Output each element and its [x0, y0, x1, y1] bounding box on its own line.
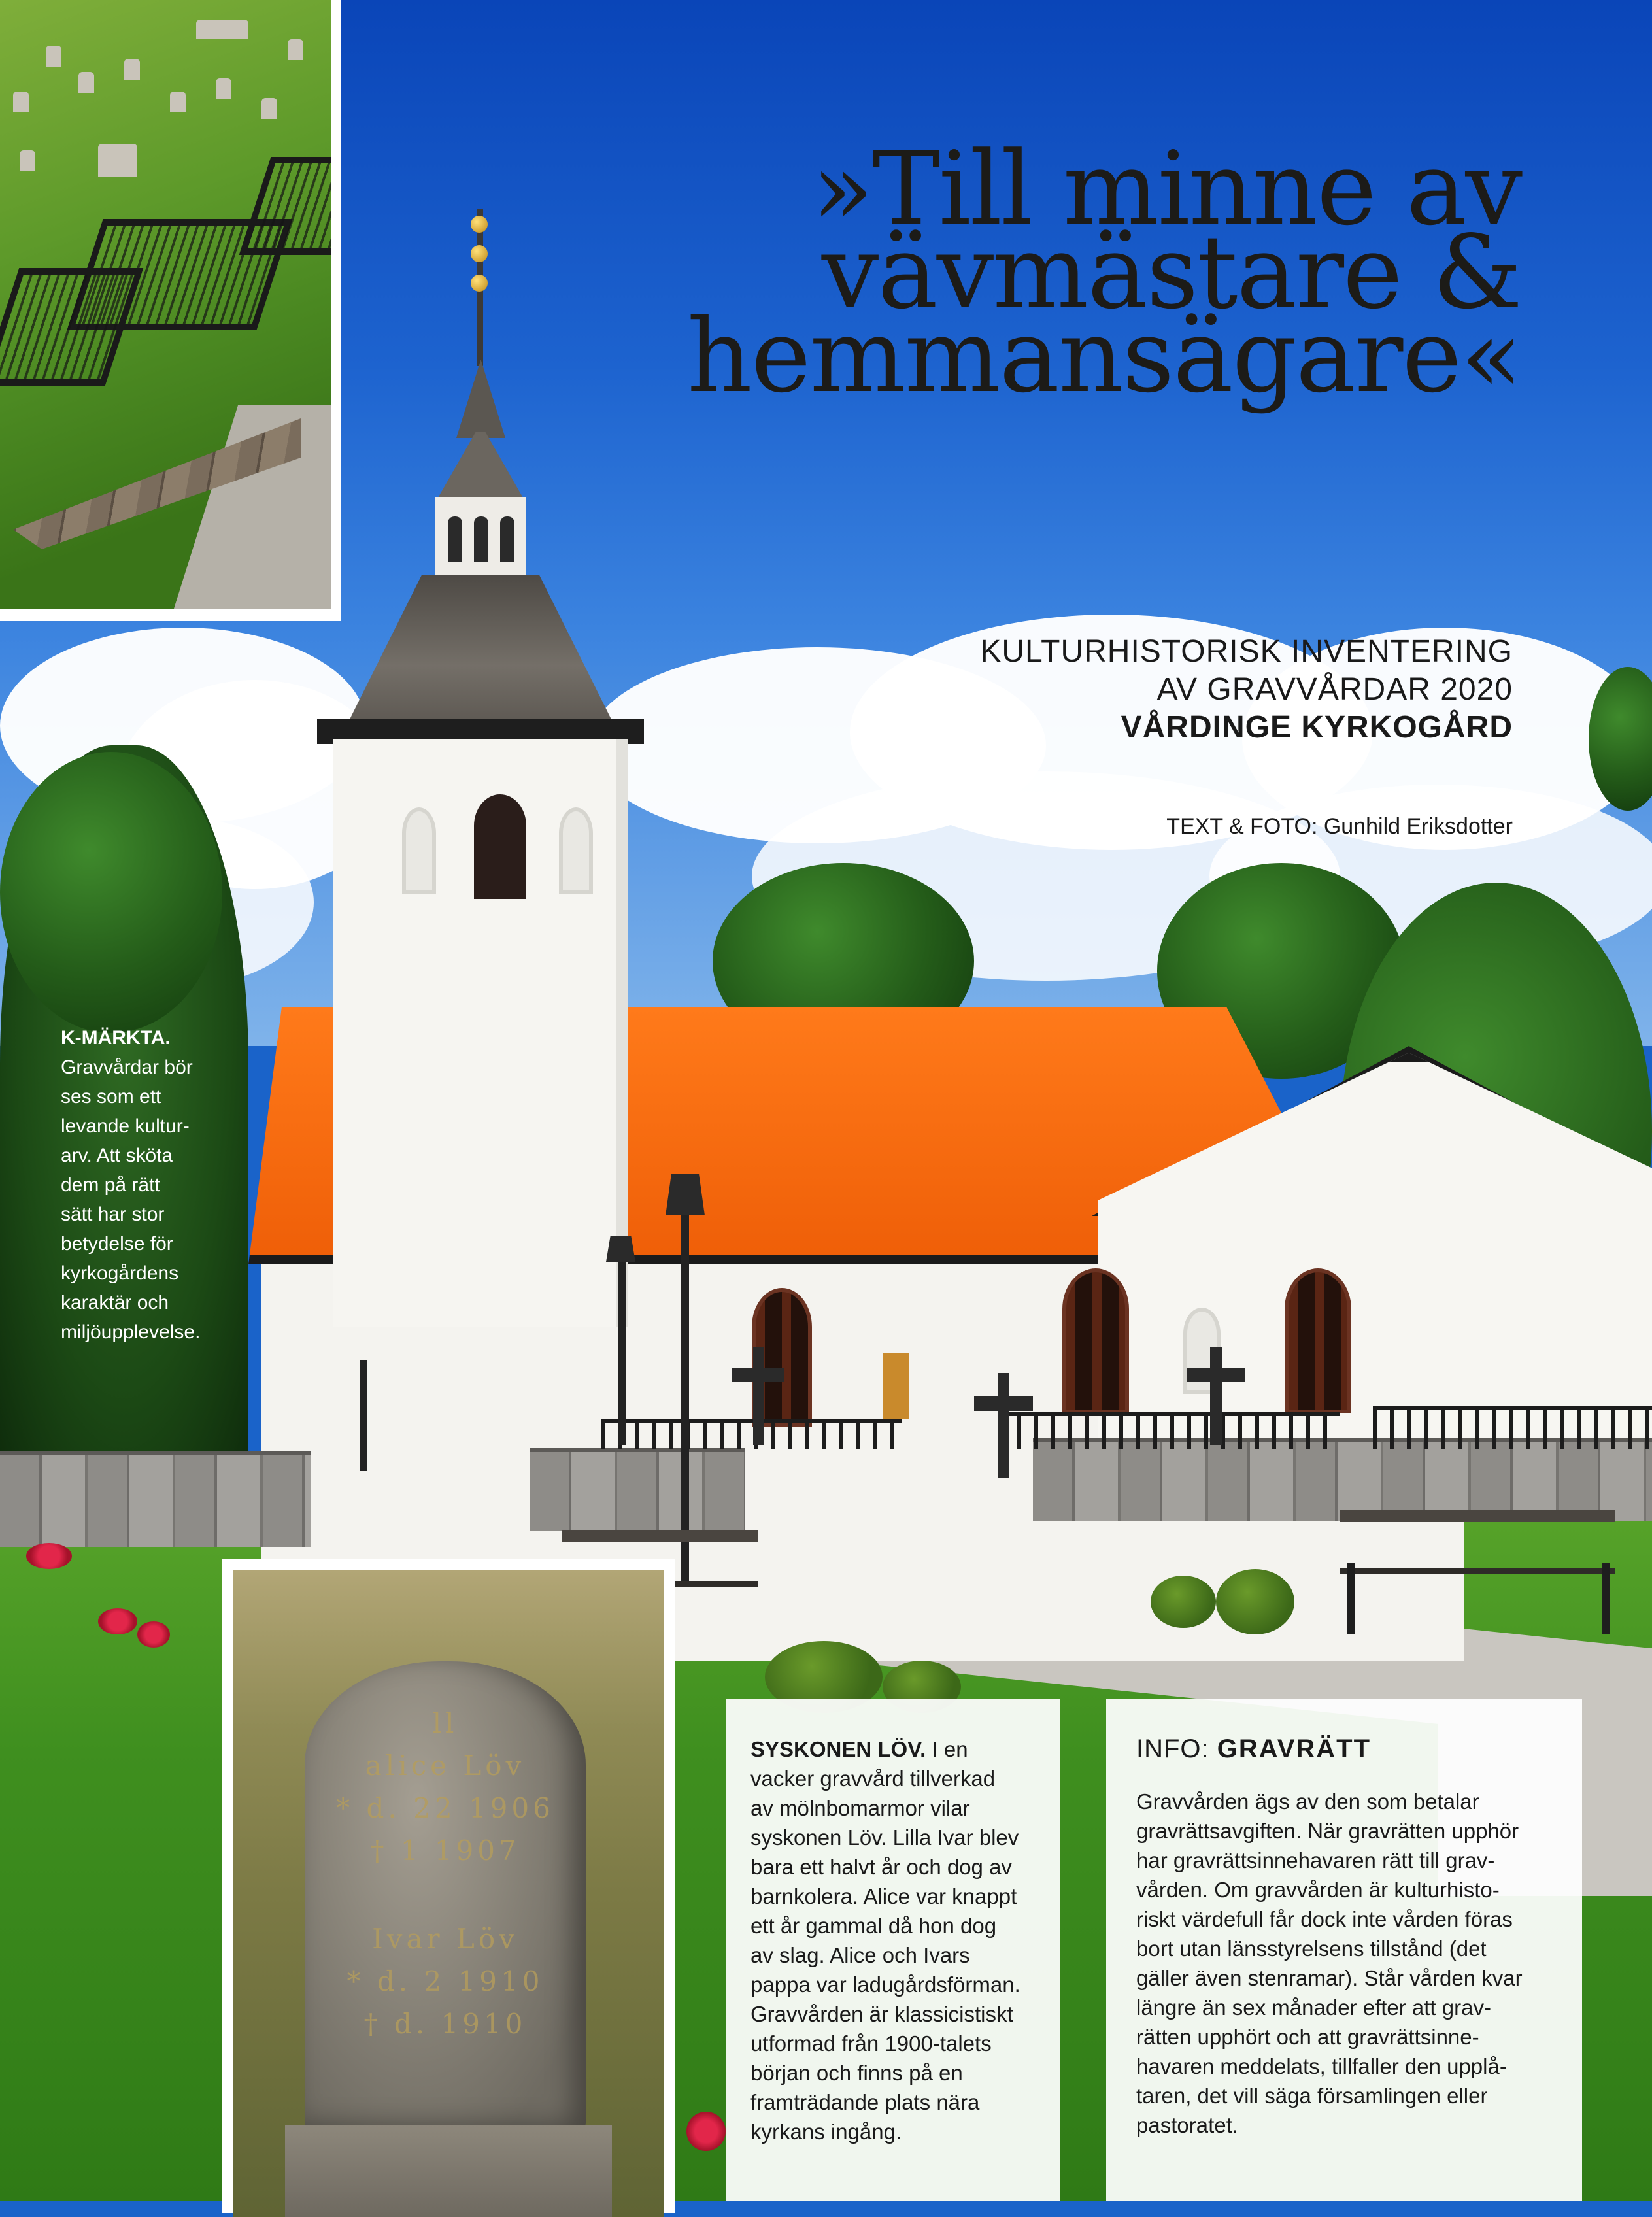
headline-line: vävmästare & [821, 213, 1521, 331]
flowers [686, 2112, 726, 2151]
caption-line: I en [926, 1737, 968, 1761]
stone-wall [0, 1451, 311, 1547]
tombstone-inscription: ll [432, 1707, 458, 1739]
caption-line: levande kultur- [61, 1115, 190, 1137]
lantern-window [448, 516, 462, 562]
gravestone [261, 98, 277, 119]
inset-photo-image [0, 0, 331, 609]
info-line: taren, det vill säga församlingen eller [1136, 2084, 1488, 2108]
info-line: Gravvården ägs av den som betalar [1136, 1789, 1479, 1814]
iron-fence [1373, 1406, 1652, 1449]
stone-wall [530, 1448, 745, 1531]
caption-line: Gravvårdar bör [61, 1057, 193, 1078]
info-line: vården. Om gravvården är kulturhisto- [1136, 1878, 1500, 1902]
lamp-post [360, 1360, 367, 1471]
tombstone-inscription: † 1 1907 [370, 1835, 520, 1867]
caption-line: vacker gravvård tillverkad [750, 1767, 996, 1791]
caption-line: sätt har stor [61, 1204, 165, 1225]
tombstone [305, 1661, 586, 2132]
caption-line: ses som ett [61, 1086, 161, 1108]
headline [606, 129, 1521, 415]
info-box-title: GRAVRÄTT [1217, 1735, 1372, 1763]
info-box-label: INFO: [1136, 1735, 1217, 1763]
caption-line: dem på rätt [61, 1174, 160, 1196]
church-window [1062, 1268, 1129, 1413]
grave-cross [732, 1347, 784, 1445]
info-line: bort utan länsstyrelsens tillstånd (det [1136, 1937, 1487, 1961]
headline-line: »Till minne av [811, 129, 1521, 248]
caption-line: kyrkogårdens [61, 1262, 179, 1284]
tree [0, 752, 222, 1033]
tombstone-base [285, 2125, 612, 2217]
spire-ornament [471, 216, 488, 233]
caption-line: av mölnbomarmor vilar [750, 1796, 970, 1820]
shrub [1216, 1569, 1294, 1634]
caption-line: ett år gammal då hon dog [750, 1914, 997, 1938]
gravestone [288, 39, 303, 60]
gravestone [170, 92, 186, 112]
shrub [1151, 1576, 1216, 1628]
caption-line: av slag. Alice och Ivars [750, 1943, 970, 1967]
tombstone-inscription: alice Löv [365, 1750, 526, 1782]
caption-line: Gravvården är klassicistiskt [750, 2002, 1013, 2026]
iron-fence [1000, 1412, 1340, 1449]
stone-wall [1033, 1438, 1652, 1521]
caption-line: miljöupplevelse. [61, 1321, 201, 1343]
church-door [883, 1353, 909, 1419]
info-box-heading [1136, 1735, 1371, 1764]
info-line: längre än sex månader efter att grav- [1136, 1995, 1491, 2020]
info-line: havaren meddelats, tillfaller den upplå- [1136, 2054, 1507, 2078]
info-line: gäller även stenramar). Står vården kvar [1136, 1966, 1523, 1990]
bench-leg [1602, 1563, 1610, 1634]
caption-box-siblings [726, 1699, 1060, 2201]
caption-line: början och finns på en [750, 2061, 963, 2085]
side-caption-lead: K-MÄRKTA. [61, 1027, 171, 1049]
kicker-line: KULTURHISTORISK INVENTERING [980, 634, 1513, 669]
caption-line: pappa var ladugårdsförman. [750, 1972, 1020, 1997]
caption-box-text [750, 1735, 1038, 2146]
flowers [26, 1543, 72, 1569]
gravestone [78, 72, 94, 93]
flowers [98, 1608, 137, 1634]
spire-ornament [471, 245, 488, 262]
spire-cap [435, 432, 526, 503]
gravel-path [170, 405, 331, 609]
info-line: rätten upphört och att gravrättsinne- [1136, 2025, 1479, 2049]
gravestone [124, 59, 140, 80]
kicker [663, 633, 1513, 747]
tombstone-inscription: * d. 22 1906 [336, 1792, 554, 1824]
inset-photo-graves-from-above [0, 0, 341, 621]
byline: TEXT & FOTO: Gunhild Eriksdotter [1166, 814, 1513, 839]
side-caption [61, 1023, 244, 1347]
tower-roof [346, 575, 615, 726]
lantern-window [474, 516, 488, 562]
inset-photo-gravestone [222, 1559, 675, 2213]
gravestone [216, 78, 231, 99]
grave-cross [974, 1373, 1033, 1478]
tower-blind-arch [402, 807, 436, 894]
lantern-window [500, 516, 514, 562]
caption-line: utformad från 1900-talets [750, 2031, 992, 2056]
lamp-post [618, 1249, 626, 1445]
gravestone [98, 144, 137, 177]
iron-grave-fence [239, 157, 331, 255]
tombstone-inscription: † d. 1910 [363, 2008, 527, 2040]
lamp-post [681, 1210, 689, 1582]
tombstone-inscription: Ivar Löv [372, 1923, 518, 1955]
info-line: riskt värdefull får dock inte vården föras [1136, 1907, 1513, 1931]
tower-blind-arch [559, 807, 593, 894]
caption-line: framträdande plats nära [750, 2090, 980, 2114]
info-box-gravratt [1106, 1699, 1582, 2201]
caption-box-lead: SYSKONEN LÖV. [750, 1737, 926, 1761]
caption-line: betydelse för [61, 1233, 173, 1255]
spire-top [456, 360, 505, 438]
gravestone [13, 92, 29, 112]
flowers [137, 1621, 170, 1648]
iron-grave-fence [0, 268, 143, 386]
info-line: gravrättsavgiften. När gravrätten upphör [1136, 1819, 1519, 1843]
info-line: har gravrättsinnehavaren rätt till grav- [1136, 1848, 1495, 1872]
church-window [1285, 1268, 1351, 1413]
spire-ornament [471, 275, 488, 292]
inset-photo-image [233, 1570, 664, 2217]
gravestone [46, 46, 61, 67]
info-line: pastoratet. [1136, 2113, 1238, 2137]
bench-leg [1347, 1563, 1355, 1634]
gravestone [20, 150, 35, 171]
bench [1340, 1510, 1615, 1574]
caption-line: karaktär och [61, 1292, 169, 1313]
caption-line: syskonen Löv. Lilla Ivar blev [750, 1825, 1019, 1850]
info-box-text [1136, 1787, 1555, 2140]
tombstone-inscription: * d. 2 1910 [346, 1965, 544, 1997]
kicker-line: AV GRAVVÅRDAR 2020 [1156, 672, 1513, 707]
headline-line: hemmansägare« [687, 297, 1521, 415]
kicker-location: VÅRDINGE KYRKOGÅRD [1121, 710, 1513, 745]
caption-line: bara ett halvt år och dog av [750, 1855, 1012, 1879]
caption-line: barnkolera. Alice var knappt [750, 1884, 1017, 1908]
caption-line: arv. Att sköta [61, 1145, 173, 1166]
grave-slab [196, 20, 248, 39]
grave-cross [1187, 1347, 1245, 1445]
tower-belfry-opening [474, 794, 526, 899]
caption-line: kyrkans ingång. [750, 2120, 902, 2144]
